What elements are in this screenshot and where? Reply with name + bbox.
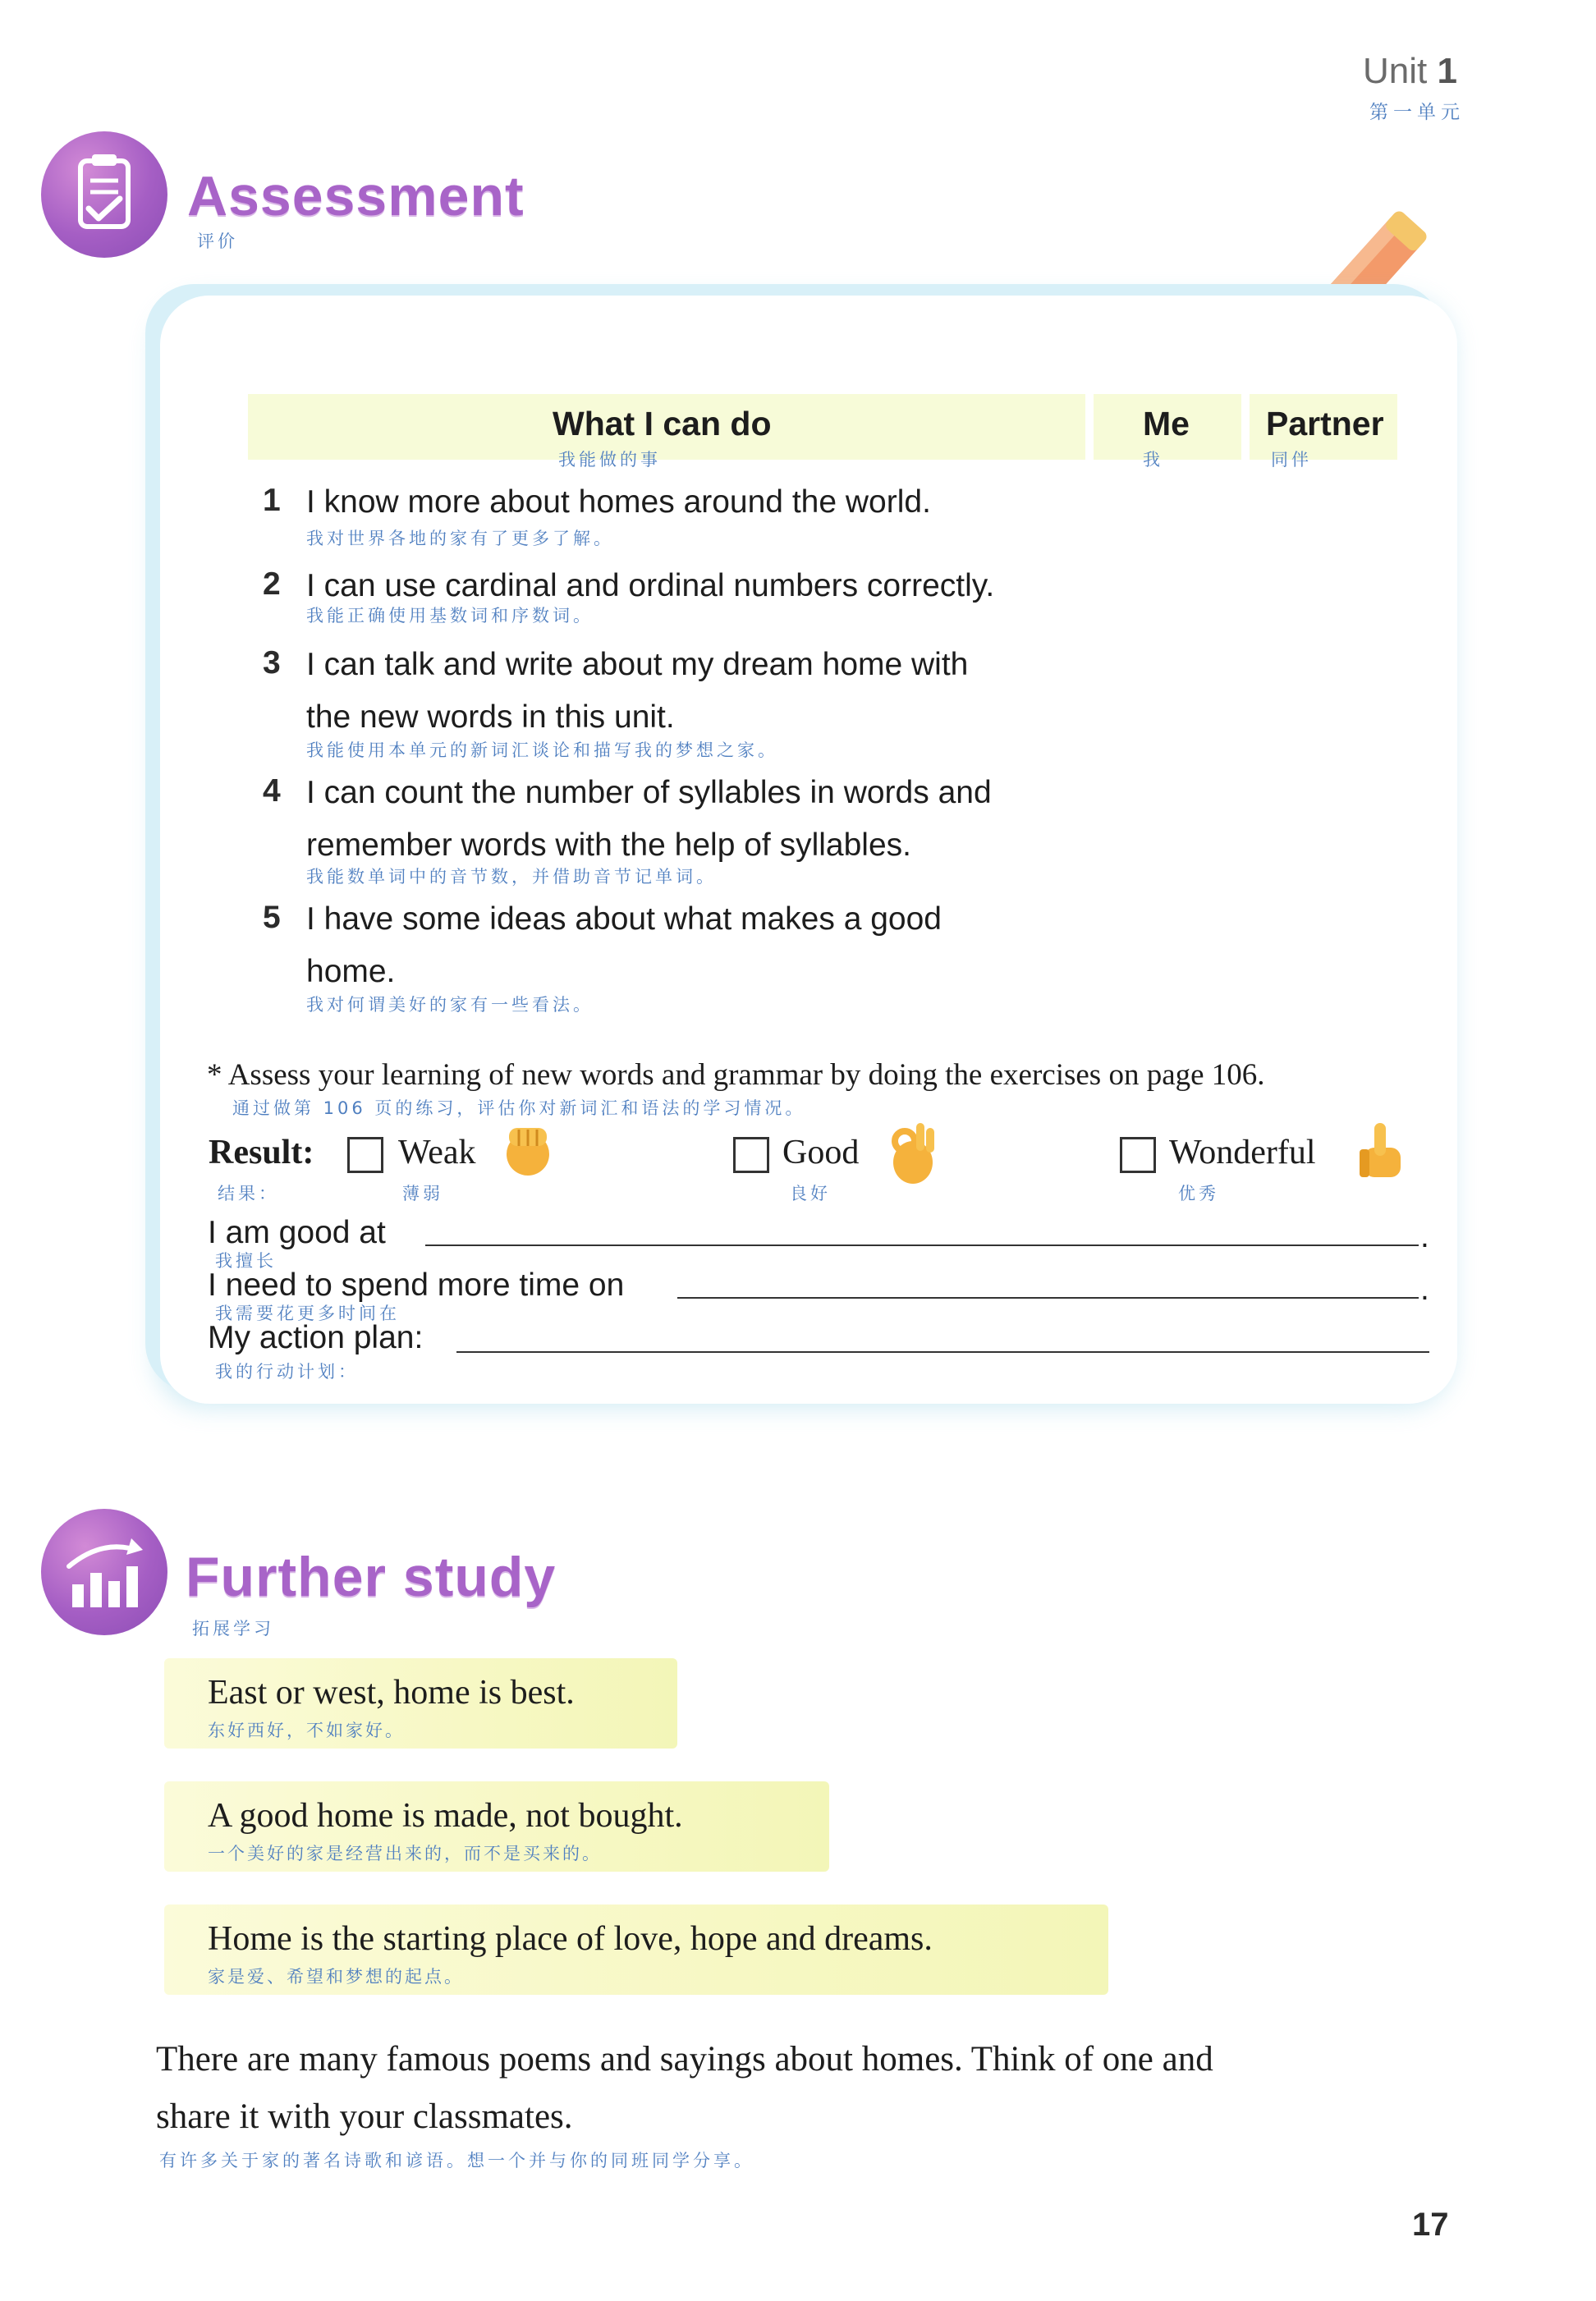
weak-checkbox[interactable] — [347, 1137, 383, 1173]
item-text-cn: 我能数单词中的音节数，并借助音节记单词。 — [306, 867, 717, 887]
paragraph-cn: 有许多关于家的著名诗歌和谚语。想一个并与你的同班同学分享。 — [159, 2151, 754, 2170]
col-header-what-cn: 我能做的事 — [558, 450, 661, 470]
weak-label: Weak — [398, 1134, 476, 1171]
action-plan-label: My action plan: — [208, 1320, 424, 1355]
quote-text-cn: 家是爱、希望和梦想的起点。 — [208, 1967, 464, 1987]
item-text-cn: 我对何谓美好的家有一些看法。 — [306, 995, 594, 1015]
section-title-assessment-cn: 评价 — [197, 231, 238, 251]
more-time-label: I need to spend more time on — [208, 1267, 625, 1303]
quote-card — [164, 1781, 829, 1872]
ok-hand-icon — [887, 1120, 939, 1189]
quote-text: A good home is made, not bought. — [208, 1797, 683, 1835]
item-number: 2 — [263, 566, 281, 602]
more-time-cn: 我需要花更多时间在 — [215, 1304, 400, 1323]
wonderful-label: Wonderful — [1169, 1134, 1316, 1171]
result-label: Result: — [209, 1134, 314, 1171]
item-text: I can count the number of syllables in words and remember words with the help of syllables. — [306, 775, 992, 863]
section-title-further-study: Further study — [186, 1546, 557, 1608]
good-at-label: I am good at — [208, 1215, 386, 1250]
weak-label-cn: 薄弱 — [402, 1184, 443, 1203]
item-text: I have some ideas about what makes a good home. — [306, 901, 942, 989]
item-text: I can talk and write about my dream home with the new words in this unit. — [306, 647, 969, 735]
quote-text: East or west, home is best. — [208, 1674, 575, 1712]
item-text: I know more about homes around the world. — [306, 484, 931, 520]
good-at-input[interactable] — [425, 1244, 1419, 1246]
col-header-partner-cn: 同伴 — [1271, 450, 1312, 470]
quote-card — [164, 1658, 677, 1749]
quote-text-cn: 东好西好，不如家好。 — [208, 1721, 405, 1740]
result-label-cn: 结果： — [218, 1184, 279, 1203]
fist-icon — [502, 1121, 553, 1183]
col-header-partner: Partner — [1266, 405, 1384, 442]
period: . — [1420, 1219, 1429, 1254]
clipboard-icon — [41, 131, 167, 258]
table-header — [248, 394, 1397, 460]
good-checkbox[interactable] — [733, 1137, 769, 1173]
quote-text: Home is the starting place of love, hope and dreams. — [208, 1920, 933, 1958]
col-header-what: What I can do — [553, 405, 772, 442]
item-text-cn: 我对世界各地的家有了更多了解。 — [306, 529, 614, 548]
wonderful-checkbox[interactable] — [1120, 1137, 1156, 1173]
item-number: 5 — [263, 900, 281, 935]
item-text-cn: 我能正确使用基数词和序数词。 — [306, 606, 594, 626]
good-at-cn: 我擅长 — [215, 1251, 277, 1271]
item-number: 4 — [263, 773, 281, 809]
quote-text-cn: 一个美好的家是经营出来的，而不是买来的。 — [208, 1844, 602, 1863]
item-number: 3 — [263, 645, 281, 681]
item-text: I can use cardinal and ordinal numbers correctly. — [306, 568, 995, 603]
action-plan-cn: 我的行动计划： — [215, 1362, 359, 1382]
action-plan-input[interactable] — [456, 1351, 1429, 1353]
assessment-note-cn: 通过做第 106 页的练习，评估你对新词汇和语法的学习情况。 — [232, 1098, 806, 1118]
thumbs-up-icon — [1356, 1120, 1410, 1186]
item-number: 1 — [263, 483, 281, 518]
good-label-cn: 良好 — [790, 1184, 831, 1203]
page-number: 17 — [1412, 2207, 1449, 2243]
section-title-assessment: Assessment — [187, 165, 525, 227]
good-label: Good — [782, 1134, 860, 1171]
wonderful-label-cn: 优秀 — [1178, 1184, 1219, 1203]
col-header-me-cn: 我 — [1143, 450, 1163, 470]
bar-chart-icon — [41, 1509, 167, 1635]
item-text-cn: 我能使用本单元的新词汇谈论和描写我的梦想之家。 — [306, 740, 778, 760]
unit-label-cn: 第一单元 — [1369, 102, 1465, 123]
more-time-input[interactable] — [677, 1297, 1419, 1299]
quote-card — [164, 1905, 1108, 1995]
assessment-note: * Assess your learning of new words and grammar by doing the exercises on page 106. — [207, 1058, 1265, 1092]
paragraph-line-2: share it with your classmates. — [156, 2097, 573, 2136]
period: . — [1420, 1272, 1429, 1307]
section-title-further-study-cn: 拓展学习 — [192, 1619, 274, 1639]
paragraph-line-1: There are many famous poems and sayings about homes. Think of one and — [156, 2040, 1213, 2079]
col-header-me: Me — [1143, 405, 1190, 442]
unit-label: Unit 1 — [1363, 51, 1457, 91]
